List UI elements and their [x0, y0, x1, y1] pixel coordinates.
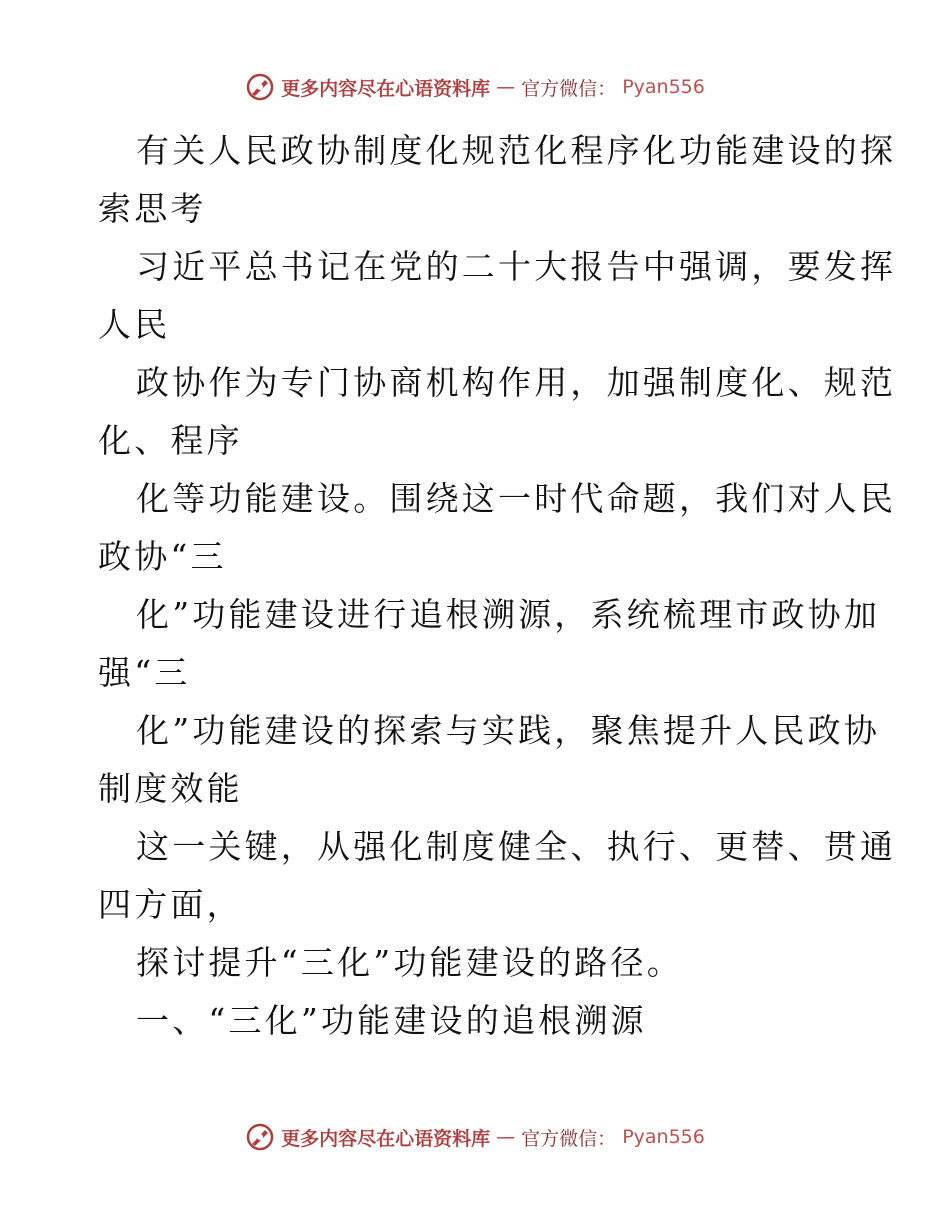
body-line-7: 化等功能建设。围绕这一时代命题，我们对人民 [136, 479, 897, 518]
body-line-5: 政协作为专门协商机构作用，加强制度化、规范 [136, 363, 897, 402]
body-line-6: 化、程序 [98, 421, 243, 460]
quill-logo-icon [245, 72, 275, 102]
footer-watermark [0, 1122, 950, 1152]
body-line-14: 四方面， [98, 885, 243, 924]
watermark-dash: — [496, 1126, 516, 1148]
watermark-wechat-id: Pyan556 [622, 1126, 705, 1148]
section-heading-1: 一、“三化”功能建设的追根溯源 [136, 1001, 647, 1040]
watermark-dash: — [496, 76, 516, 98]
watermark-wechat-label: 官方微信： [521, 77, 617, 100]
body-line-4: 人民 [98, 305, 171, 344]
body-line-1: 有关人民政协制度化规范化程序化功能建设的探 [136, 131, 897, 170]
document-body [98, 122, 897, 1050]
body-line-15: 探讨提升“三化”功能建设的路径。 [136, 943, 683, 982]
watermark-wechat-label: 官方微信： [521, 1127, 617, 1150]
quill-logo-icon [245, 1122, 275, 1152]
body-line-2: 索思考 [98, 189, 207, 228]
watermark-wechat-id: Pyan556 [622, 76, 705, 98]
body-line-12: 制度效能 [98, 769, 243, 808]
watermark-text: 更多内容尽在心语资料库 [281, 1127, 491, 1150]
watermark-text: 更多内容尽在心语资料库 [281, 77, 491, 100]
body-line-8: 政协“三 [98, 537, 227, 576]
body-line-3: 习近平总书记在党的二十大报告中强调，要发挥 [136, 247, 897, 286]
body-line-11: 化”功能建设的探索与实践，聚焦提升人民政协 [136, 711, 881, 750]
body-line-13: 这一关键，从强化制度健全、执行、更替、贯通 [136, 827, 897, 866]
header-watermark [0, 72, 950, 102]
body-line-9: 化”功能建设进行追根溯源，系统梳理市政协加 [136, 595, 881, 634]
body-line-10: 强“三 [98, 653, 191, 692]
